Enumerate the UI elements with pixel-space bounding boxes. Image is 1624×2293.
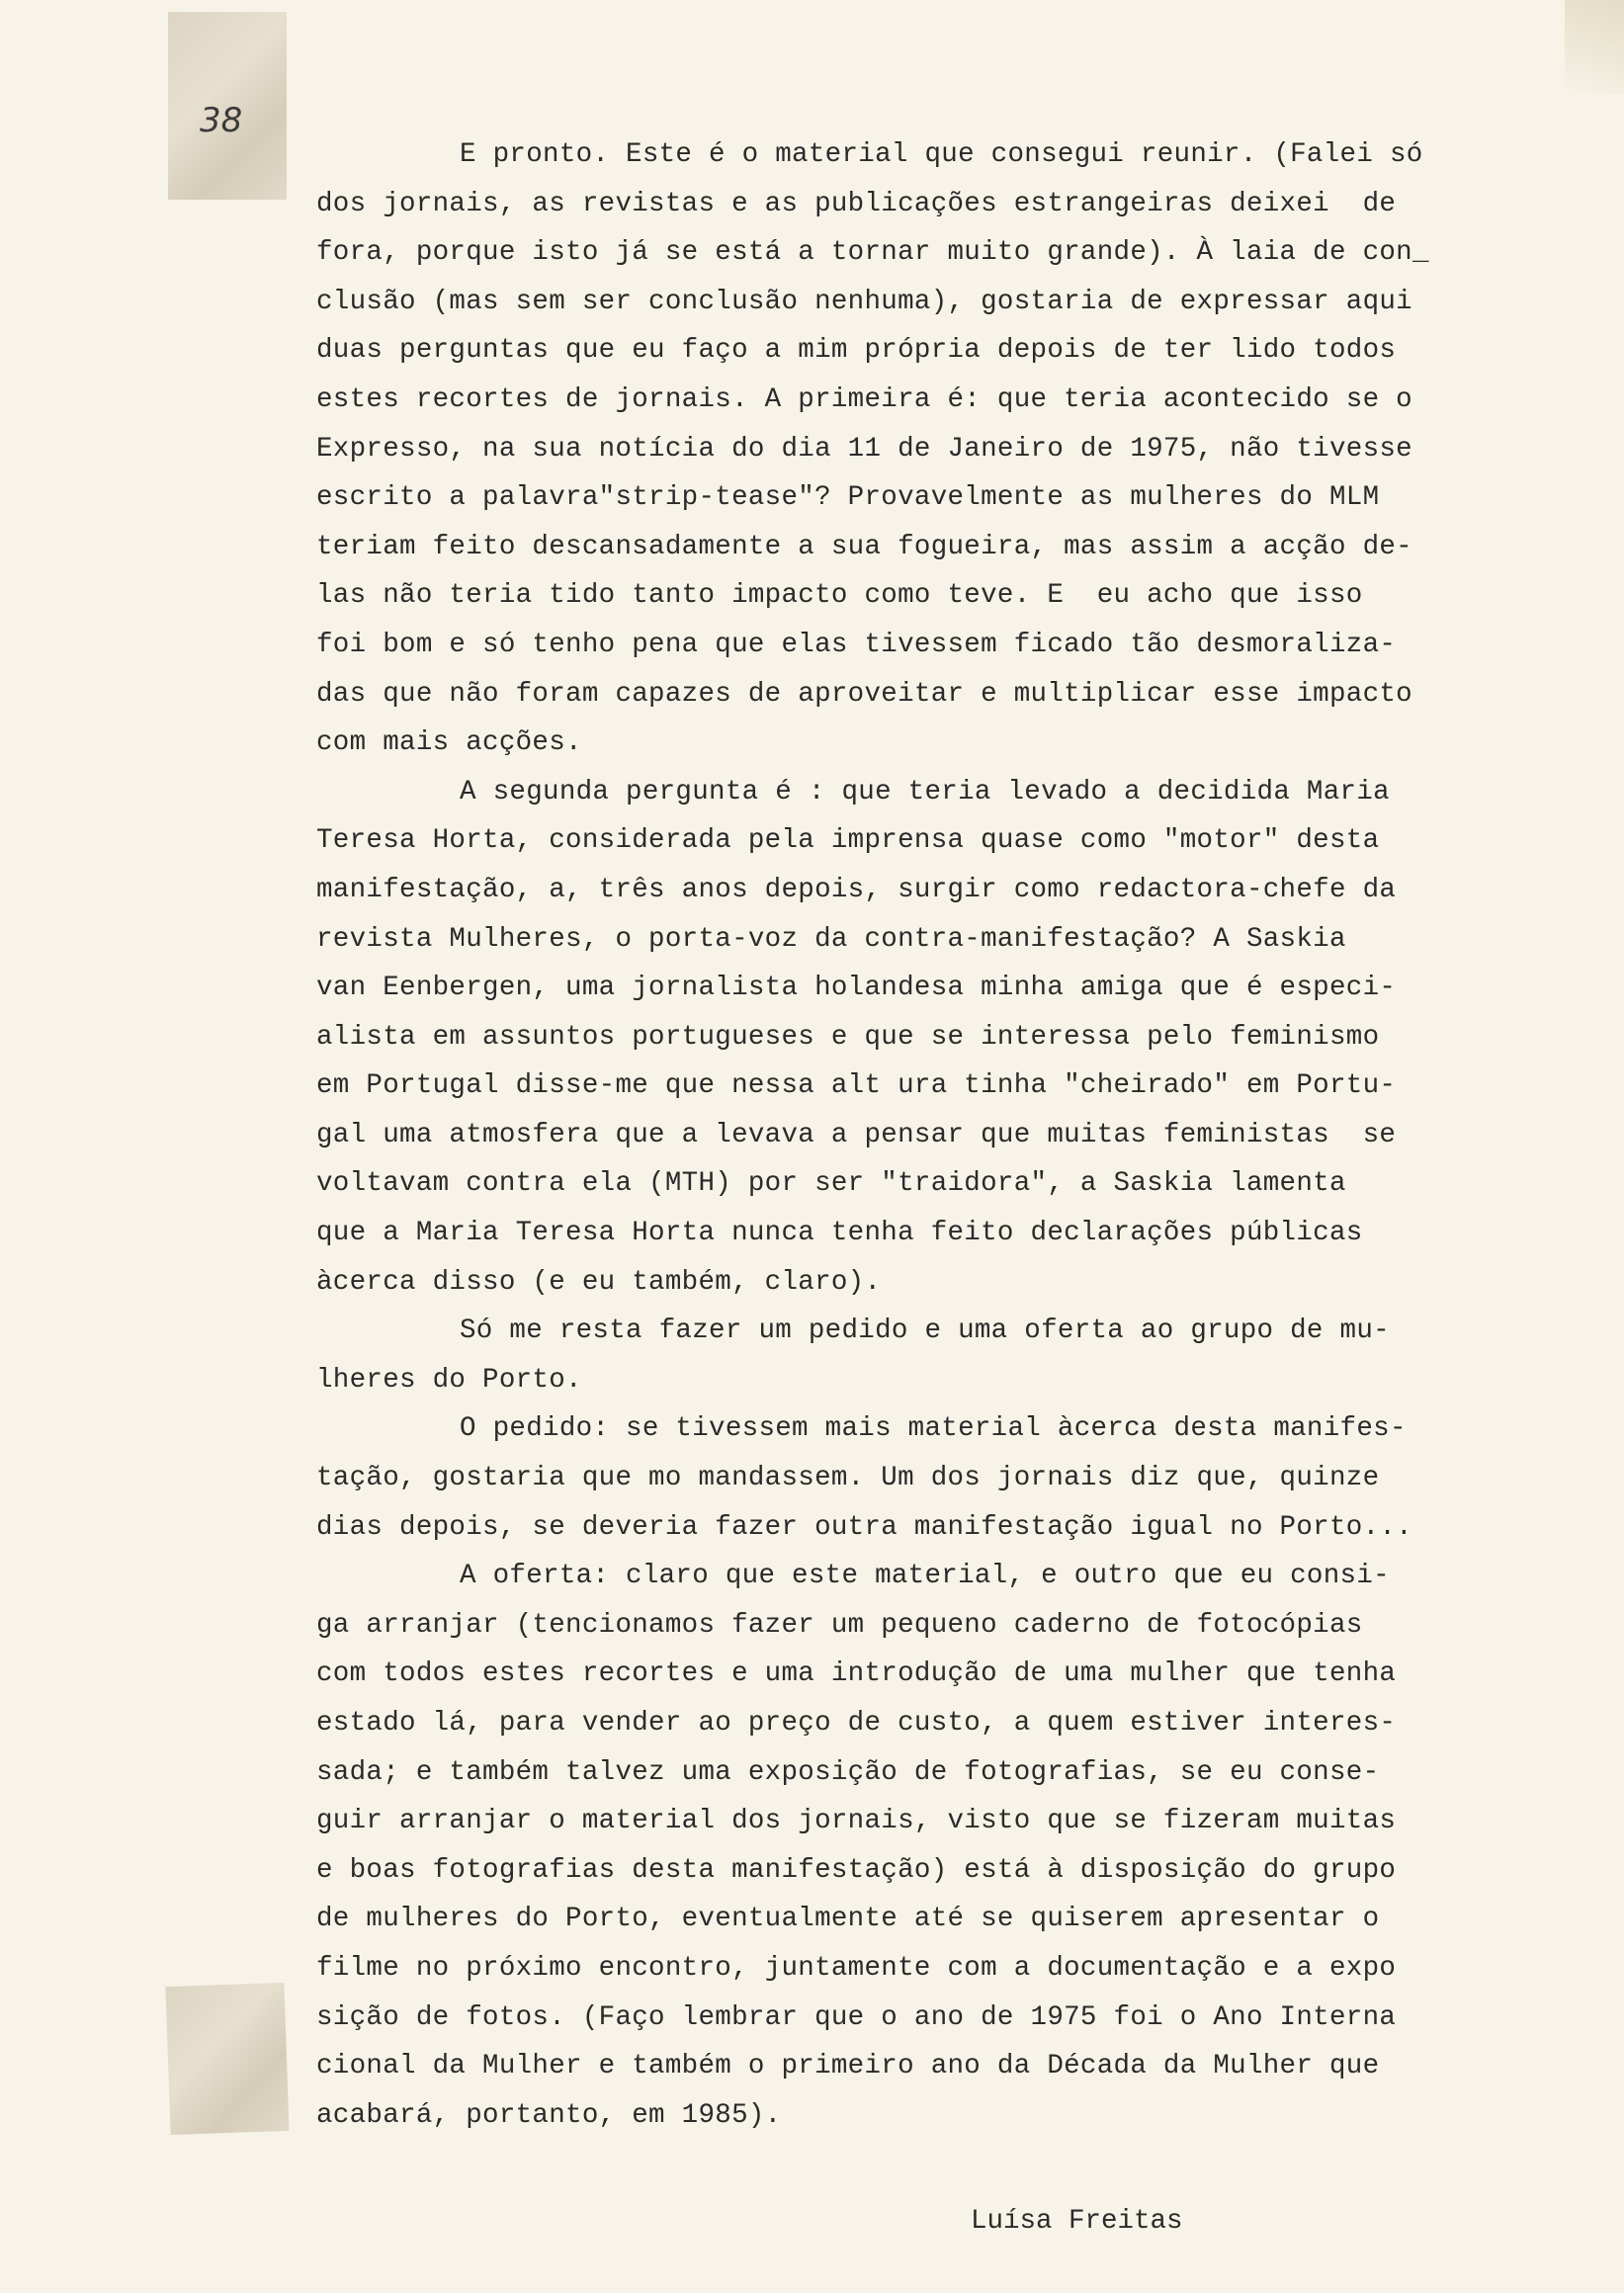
paragraph	[316, 130, 1483, 768]
page-number: 38	[200, 101, 243, 140]
text-line: dos jornais, as revistas e as publicações estrangeiras deixei de	[316, 188, 1397, 219]
text-line: que a Maria Teresa Horta nunca tenha feito declarações públicas	[316, 1218, 1363, 1249]
text-line: duas perguntas que eu faço a mim própria depois de ter lido todos	[316, 335, 1397, 367]
text-line: Expresso, na sua notícia do dia 11 de Janeiro de 1975, não tivesse	[316, 433, 1412, 465]
text-line: Teresa Horta, considerada pela imprensa quase como "motor" desta	[316, 825, 1380, 857]
text-line: das que não foram capazes de aproveitar e multiplicar esse impacto	[316, 678, 1412, 710]
text-line: dias depois, se deveria fazer outra manifestação igual no Porto...	[316, 1511, 1412, 1543]
adhesive-tape-bottom	[165, 1983, 289, 2135]
text-line: filme no próximo encontro, juntamente com a documentação e a expo	[316, 1952, 1397, 1984]
text-line: foi bom e só tenho pena que elas tivessem ficado tão desmoraliza-	[316, 629, 1397, 660]
text-line: A segunda pergunta é : que teria levado a decidida Maria	[460, 776, 1390, 807]
text-line: sição de fotos. (Faço lembrar que o ano de 1975 foi o Ano Interna	[316, 2001, 1397, 2033]
text-line: e boas fotografias desta manifestação) está à disposição do grupo	[316, 1854, 1397, 1886]
text-line: cional da Mulher e também o primeiro ano da Década da Mulher que	[316, 2051, 1380, 2082]
text-line: lheres do Porto.	[316, 1364, 582, 1396]
text-line: E pronto. Este é o material que consegui reunir. (Falei só	[460, 139, 1423, 170]
text-line: com todos estes recortes e uma introdução de uma mulher que tenha	[316, 1658, 1397, 1690]
text-line: van Eenbergen, uma jornalista holandesa minha amiga que é especi-	[316, 973, 1397, 1004]
text-line: acabará, portanto, em 1985).	[316, 2099, 782, 2131]
text-line: voltavam contra ela (MTH) por ser "traidora", a Saskia lamenta	[316, 1168, 1346, 1200]
paragraph	[316, 1552, 1483, 2140]
text-line: manifestação, a, três anos depois, surgir como redactora-chefe da	[316, 874, 1397, 905]
text-line: gal uma atmosfera que a levava a pensar que muitas feministas se	[316, 1119, 1397, 1150]
text-line: ga arranjar (tencionamos fazer um pequeno caderno de fotocópias	[316, 1609, 1363, 1641]
text-line: clusão (mas sem ser conclusão nenhuma), gostaria de expressar aqui	[316, 286, 1412, 317]
text-line: estado lá, para vender ao preço de custo, a quem estiver interes-	[316, 1708, 1397, 1739]
text-line: escrito a palavra"strip-tease"? Provavelmente as mulheres do MLM	[316, 482, 1380, 514]
text-line: O pedido: se tivessem mais material àcerca desta manifes-	[460, 1413, 1407, 1445]
text-line: fora, porque isto já se está a tornar muito grande). À laia de con_	[316, 237, 1429, 269]
text-line: teriam feito descansadamente a sua fogueira, mas assim a acção de-	[316, 531, 1412, 562]
text-line: las não teria tido tanto impacto como teve. E eu acho que isso	[316, 580, 1363, 612]
text-line: revista Mulheres, o porta-voz da contra-manifestação? A Saskia	[316, 923, 1346, 955]
text-line: em Portugal disse-me que nessa alt ura tinha "cheirado" em Portu-	[316, 1070, 1397, 1102]
paragraph	[316, 768, 1483, 1308]
text-line: estes recortes de jornais. A primeira é: que teria acontecido se o	[316, 383, 1412, 415]
text-line: de mulheres do Porto, eventualmente até se quiserem apresentar o	[316, 1904, 1380, 1935]
text-line: alista em assuntos portugueses e que se interessa pelo feminismo	[316, 1021, 1380, 1053]
page-corner-fold	[1565, 0, 1624, 94]
signature: Luísa Freitas	[971, 2206, 1183, 2237]
text-line: com mais acções.	[316, 727, 582, 759]
paragraph	[316, 1307, 1483, 1404]
paragraph	[316, 1404, 1483, 1552]
text-line: A oferta: claro que este material, e outro que eu consi-	[460, 1561, 1390, 1592]
typescript-body	[316, 130, 1483, 2140]
text-line: guir arranjar o material dos jornais, visto que se fizeram muitas	[316, 1806, 1397, 1837]
text-line: Só me resta fazer um pedido e uma oferta ao grupo de mu-	[460, 1316, 1390, 1347]
text-line: sada; e também talvez uma exposição de fotografias, se eu conse-	[316, 1756, 1380, 1788]
text-line: àcerca disso (e eu também, claro).	[316, 1266, 882, 1298]
text-line: tação, gostaria que mo mandassem. Um dos jornais diz que, quinze	[316, 1463, 1380, 1494]
